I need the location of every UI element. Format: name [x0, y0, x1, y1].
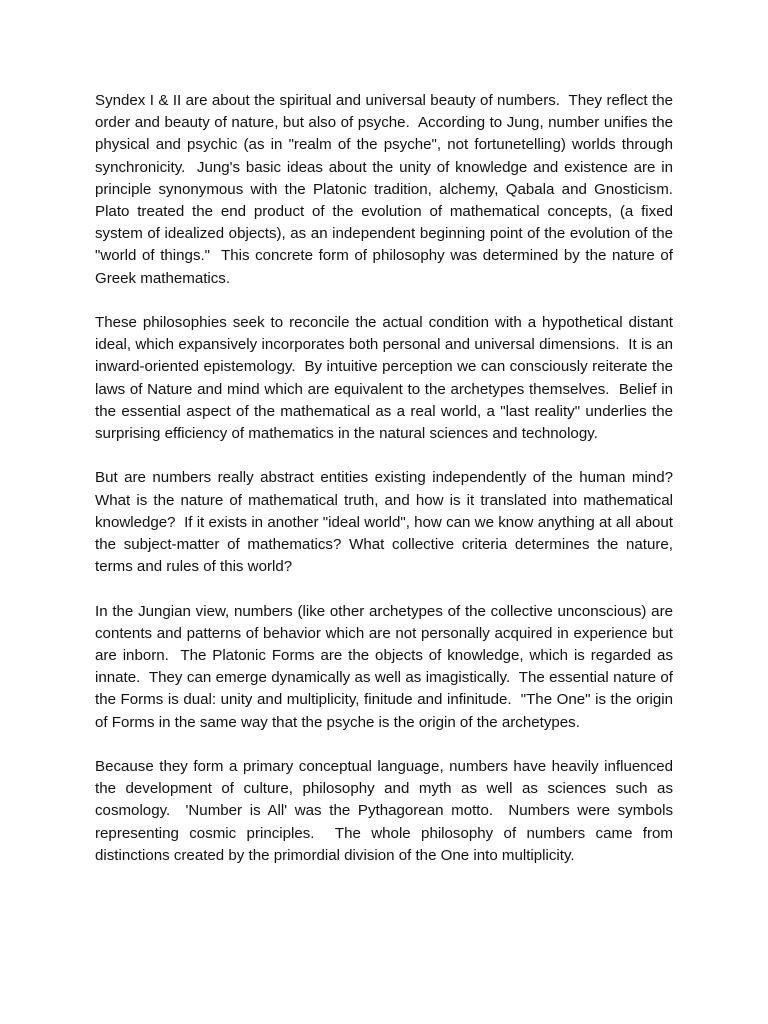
document-body — [95, 90, 682, 867]
paragraph-conceptual-language: Because they form a primary conceptual language, numbers have heavily influenced the development of culture, philosophy and myth as well as sciences such as cosmology. 'Number is All' was the Pythagorean motto. Numbers were symbols representing cosmic principles. The whole philosophy of numbers came from distinctions created by the primordial division of the One into multiplicity. — [95, 758, 678, 864]
paragraph-jungian-view: In the Jungian view, numbers (like other archetypes of the collective unconscious) are contents and patterns of behavior which are not personally acquired in experience but are inborn. The Platonic Forms are the objects of knowledge, which is regarded as innate. They can emerge dynamically as well as imagistically. The essential nature of the Forms is dual: unity and multiplicity, finitude and infinitude. "The One" is the origin of Forms in the same way that the psyche is the origin of the archetypes. — [95, 602, 678, 731]
paragraph-syndex-intro: Syndex I & II are about the spiritual and universal beauty of numbers. They reflect the order and beauty of nature, but also of psyche. According to Jung, number unifies the physical and psychic (as in "realm of the psyche", not fortunetelling) worlds through synchronicity. Jung's basic ideas about the unity of knowledge and existence are in principle synonymous with the Platonic tradition, alchemy, Qabala and Gnosticism. Plato treated the end product of the evolution of mathematical concepts, (a fixed system of idealized objects), as an independent beginning point of the evolution of the "world of things." This concrete form of philosophy was determined by the nature of Greek mathematics. — [95, 92, 678, 287]
paragraph-questions: But are numbers really abstract entities existing independently of the human mind? What is the nature of mathematical truth, and how is it translated into mathematical knowledge? If it exists in another "ideal world", how can we know anything at all about the subject-matter of mathematics? What collective criteria determines the nature, terms and rules of this world? — [95, 469, 682, 576]
paragraph-philosophies: These philosophies seek to reconcile the actual condition with a hypothetical distant ideal, which expansively incorporates both personal and universal dimensions. It is an inward-oriented epistemology. By intuitive perception we can consciously reiterate the laws of Nature and mind which are equivalent to the archetypes themselves. Belief in the essential aspect of the mathematical as a real world, a "last reality" underlies the surprising efficiency of mathematics in the natural sciences and technology. — [95, 314, 678, 443]
